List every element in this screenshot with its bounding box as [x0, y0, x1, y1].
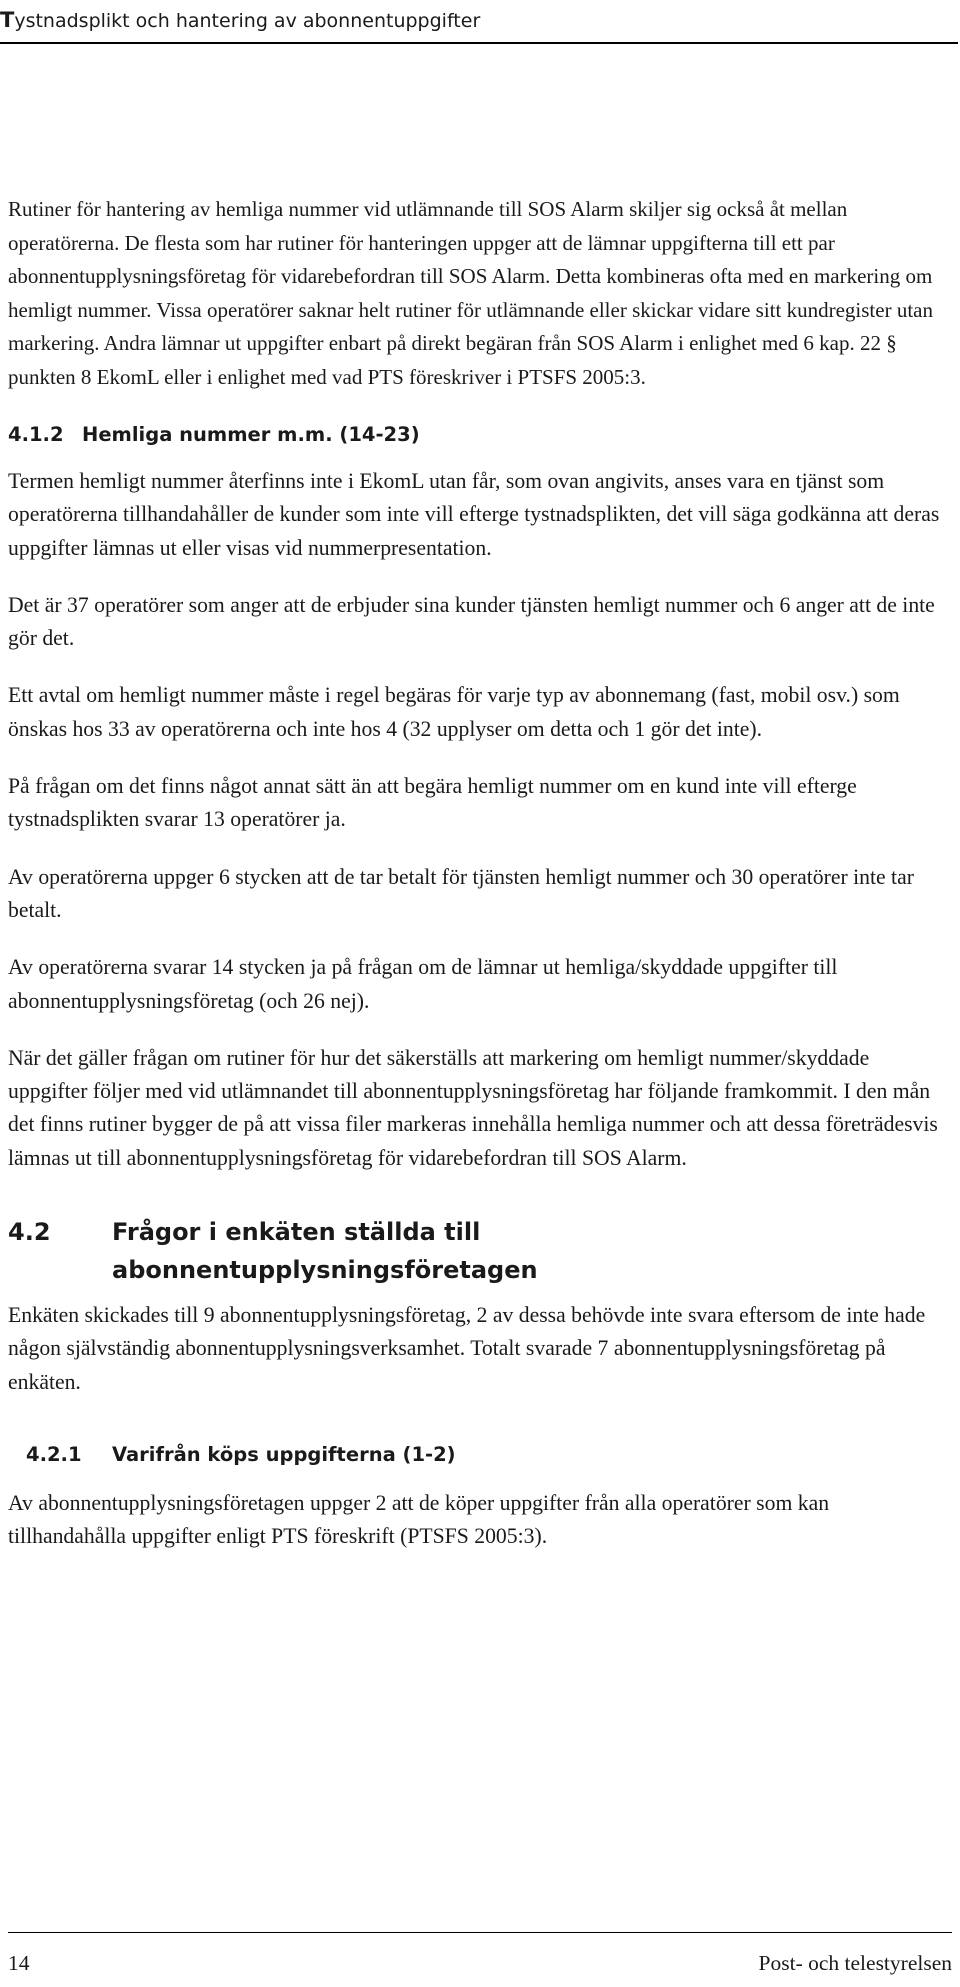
section-heading-4-2-1 — [26, 1441, 952, 1469]
paragraph: Av operatörerna svarar 14 stycken ja på frågan om de lämnar ut hemliga/skyddade uppgifter till abonnentupplysningsföretag (och 26 nej). — [8, 955, 838, 1013]
section-heading-4-1-2 — [8, 421, 952, 449]
paragraph: När det gäller frågan om rutiner för hur det säkerställs att markering om hemligt nummer/skyddade uppgifter följer med vid utlämnandet till abonnentupplysningsföretag har följande framkommit. I den mån det finns rutiner bygger de på att vissa filer markeras innehålla hemliga nummer och att dessa företrädesvis lämnas ut till abonnentupplysningsföretag för vidarebefordran till SOS Alarm. — [8, 1045, 938, 1170]
intro-paragraph: Rutiner för hantering av hemliga nummer vid utlämnande till SOS Alarm skiljer sig också åt mellan operatörerna. De flesta som har rutiner för hanteringen uppger att de lämnar uppgifterna till ett par abonnentupplysningsföretag för vidarebefordran till SOS Alarm. Detta kombineras ofta med en markering om hemligt nummer. Vissa operatörer saknar helt rutiner för utlämnande eller skickar vidare sitt kundregister utan markering. Andra lämnar ut uppgifter enbart på direkt begäran från SOS Alarm i enlighet med 6 kap. 22 § punkten 8 EkomL eller i enlighet med vad PTS föreskriver i PTSFS 2005:3. — [8, 197, 933, 389]
page-footer — [8, 1932, 952, 1977]
header-first-letter: T — [0, 8, 15, 32]
running-header — [0, 6, 958, 44]
paragraph: Det är 37 operatörer som anger att de erbjuder sina kunder tjänsten hemligt nummer och 6 anger att de inte gör det. — [8, 592, 935, 651]
section-heading-4-2 — [8, 1213, 952, 1289]
section-title: Hemliga nummer m.m. (14-23) — [82, 423, 420, 446]
section-number: 4.2.1 — [26, 1442, 82, 1466]
paragraph: Ett avtal om hemligt nummer måste i regel begäras för varje typ av abonnemang (fast, mobil osv.) som önskas hos 33 av operatörerna och inte hos 4 (32 upplyser om detta och 1 gör det inte). — [8, 683, 900, 741]
section-title: Varifrån köps uppgifterna (1-2) — [112, 1442, 456, 1466]
paragraph: Av operatörerna uppger 6 stycken att de tar betalt för tjänsten hemligt nummer och 30 operatörer inte tar betalt. — [8, 864, 914, 922]
section-number: 4.2 — [8, 1218, 51, 1247]
publisher-name: Post- och telestyrelsen — [758, 1951, 952, 1975]
page-body — [8, 193, 952, 1554]
paragraph: Termen hemligt nummer återfinns inte i EkomL utan får, som ovan angivits, anses vara en tjänst som operatörerna tillhandahåller de kunder som inte vill efterge tystnadsplikten, det vill säga godkänna att deras uppgifter lämnas ut eller visas vid nummerpresentation. — [8, 469, 940, 560]
paragraph: Enkäten skickades till 9 abonnentupplysningsföretag, 2 av dessa behövde inte svara eftersom de inte hade någon självständig abonnentupplysningsverksamhet. Totalt svarade 7 abonnentupplysningsföretag på enkäten. — [8, 1303, 926, 1394]
section-title: Frågor i enkäten ställda till abonnentupplysningsföretagen — [112, 1218, 538, 1285]
paragraph: Av abonnentupplysningsföretagen uppger 2 att de köper uppgifter från alla operatörer som kan tillhandahålla uppgifter enligt PTS föreskrift (PTSFS 2005:3). — [8, 1490, 830, 1549]
section-number: 4.1.2 — [8, 423, 64, 446]
paragraph: På frågan om det finns något annat sätt än att begära hemligt nummer om en kund inte vill efterge tystnadsplikten svarar 13 operatörer ja. — [8, 774, 857, 832]
header-title: ystnadsplikt och hantering av abonnentuppgifter — [14, 10, 481, 32]
page-number: 14 — [8, 1951, 30, 1975]
